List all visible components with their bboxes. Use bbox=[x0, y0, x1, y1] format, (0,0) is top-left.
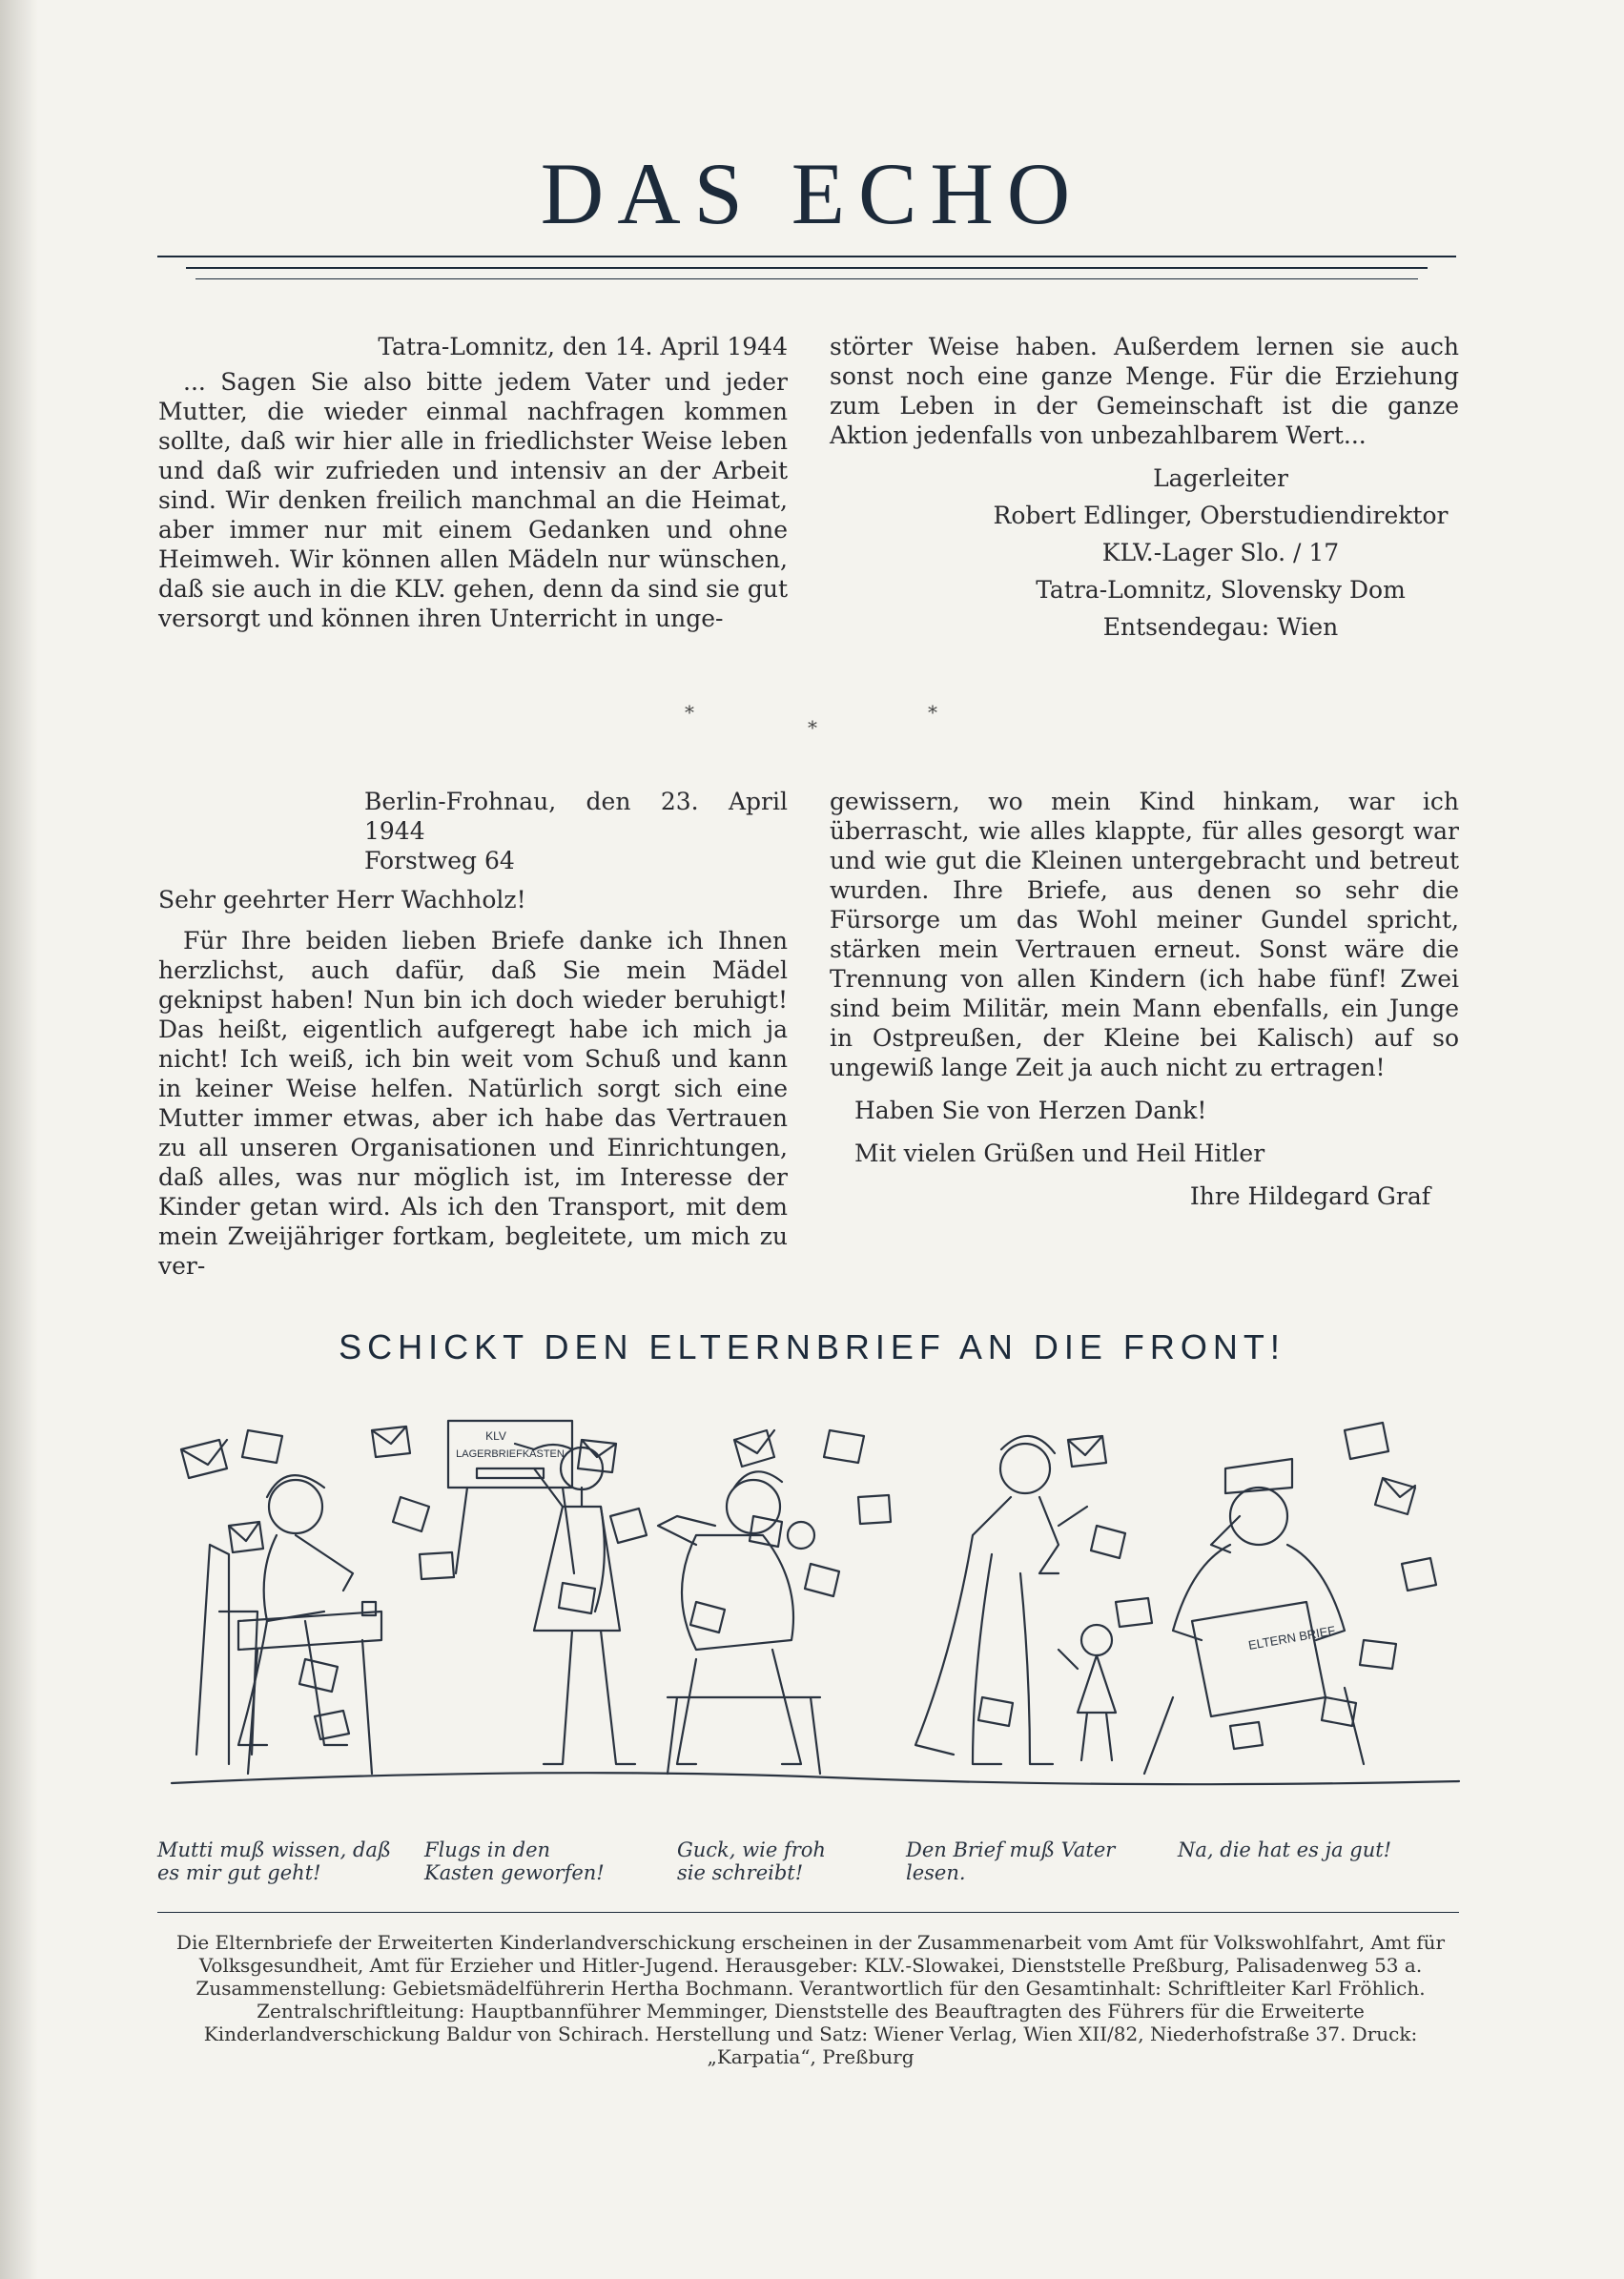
figure-girl-posting bbox=[515, 1444, 635, 1764]
letter1-left-column bbox=[158, 332, 788, 639]
separator-star: * bbox=[928, 701, 937, 724]
letter2-greeting: Mit vielen Grüßen und Heil Hitler bbox=[854, 1140, 1265, 1167]
soldier-letter-label: ELTERN BRIEF bbox=[1246, 1623, 1337, 1653]
masthead-rule-bottom bbox=[195, 278, 1418, 279]
figure-mother-child bbox=[915, 1436, 1116, 1764]
letter2-right-column bbox=[830, 787, 1459, 1217]
letter2-salutation: Sehr geehrter Herr Wachholz! bbox=[158, 886, 526, 914]
masthead-rule-middle bbox=[186, 267, 1428, 269]
caption-5: Na, die hat es ja gut! bbox=[1178, 1838, 1392, 1861]
letter2-dateline: Berlin-Frohnau, den 23. April 1944 bbox=[364, 788, 788, 845]
figure-soldier bbox=[1144, 1459, 1364, 1774]
imprint-footer: Die Elternbriefe der Erweiterten Kinderlandverschickung erscheinen in der Zusammenarbeit vom Amt für Volkswohlfahrt, Amt für Volksgesundheit, Amt für Erzieher und Hitler-Jugend. Herausgeber: KLV.-Slowakei, Dienststelle Preßburg, Palisadenweg 53 a. Zusammenstellung: Gebietsmädelführerin Hertha Bochmann. Verantwortlich für den Gesamtinhalt: Schriftleiter Karl Fröhlich. Zentralschriftleitung: Hauptbannführer Memminger, Dienststelle des Beauftragten des Führers für die Erweiterte Kinderlandverschickung Baldur von Schirach. Herstellung und Satz: Wiener Verlag, Wien XII/82, Niederhofstraße 37. Druck: „Karpatia“, Preßburg bbox=[175, 1931, 1446, 2068]
caption-2: Flugs in den Kasten geworfen! bbox=[424, 1838, 605, 1884]
letter1-dateline: Tatra-Lomnitz, den 14. April 1944 bbox=[378, 333, 788, 360]
mailbox-sign-label: LAGERBRIEFKASTEN bbox=[456, 1448, 565, 1460]
page-binding-edge bbox=[0, 0, 38, 2279]
masthead-title: DAS ECHO bbox=[540, 145, 1084, 242]
letter2-address: Forstweg 64 bbox=[364, 847, 515, 874]
letter1-body-right: störter Weise haben. Außerdem lernen sie auch sonst noch eine ganze Menge. Für die Erziehung zum Leben in der Gemeinschaft ist die ganze Aktion jedenfalls von unbezahlbarem Wert... bbox=[830, 333, 1459, 449]
envelopes bbox=[181, 1423, 1436, 1749]
caption-1: Mutti muß wissen, daß es mir gut geht! bbox=[157, 1838, 391, 1884]
figure-girl-reading bbox=[658, 1471, 820, 1774]
figure-girl-writing bbox=[196, 1475, 381, 1774]
letter1-sig-role: Lagerleiter bbox=[1153, 464, 1288, 492]
letter2-body-right: gewissern, wo mein Kind hinkam, war ich überrascht, wie alles klappte, für alles gesorgt war und wie gut die Kleinen untergebracht und betreut wurden. Ihre Briefe, aus denen so sehr die Fürsorge um das Wohl meiner Gundel spricht, stärken mein Vertrauen erneut. Sonst wäre die Trennung von allen Kindern (ich habe fünf! Zwei sind beim Militär, mein Mann ebenfalls, ein Junge in Ostpreußen, der Kleine bei Kalisch) auf so ungewiß lange Zeit ja auch nicht zu ertragen! bbox=[830, 788, 1459, 1081]
letter1-sig-place: Tatra-Lomnitz, Slovensky Dom bbox=[1036, 576, 1406, 604]
letter1-sig-name: Robert Edlinger, Oberstudiendirektor bbox=[993, 502, 1449, 529]
caption-3: Guck, wie froh sie schreibt! bbox=[677, 1838, 826, 1884]
letter1-right-column bbox=[830, 332, 1459, 647]
letter1-sig-camp: KLV.-Lager Slo. / 17 bbox=[1101, 539, 1340, 566]
footer-rule bbox=[157, 1912, 1459, 1913]
caption-4: Den Brief muß Vater lesen. bbox=[906, 1838, 1116, 1884]
letter2-body-left: Für Ihre beiden lieben Briefe danke ich Ihnen herzlichst, auch dafür, daß Sie mein Mädel geknipst haben! Nun bin ich doch wieder beruhigt! Das heißt, eigentlich aufgeregt habe ich mich ja nicht! Ich weiß, ich bin weit vom Schuß und kann in keiner Weise helfen. Natürlich sorgt sich eine Mutter immer etwas, aber ich habe das Vertrauen zu all unseren Organisationen und Einrichtungen, daß alles, was nur möglich ist, im Interesse der Kinder getan wird. Als ich den Transport, mit dem mein Zweijähriger fortkam, begleitete, um mich zu ver- bbox=[158, 927, 788, 1280]
illustration bbox=[162, 1411, 1464, 1793]
masthead-rule-top bbox=[157, 256, 1456, 257]
separator-star: * bbox=[685, 701, 694, 724]
letter2-left-column bbox=[158, 787, 788, 1286]
letter1-sig-gau: Entsendegau: Wien bbox=[1102, 613, 1339, 641]
letter1-body-left: ... Sagen Sie also bitte jedem Vater und jeder Mutter, die wieder einmal nachfragen kommen sollte, daß wir hier alle in friedlichster Weise leben und daß wir zufrieden und intensiv an der Arbeit sind. Wir denken freilich manchmal an die Heimat, aber immer nur mit einem Gedanken und ohne Heimweh. Wir können allen Mädeln nur wünschen, daß sie auch in die KLV. gehen, denn da sind sie gut versorgt und können ihren Unterricht in unge- bbox=[158, 368, 788, 632]
letter2-signature: Ihre Hildegard Graf bbox=[1189, 1182, 1430, 1210]
headline: SCHICKT DEN ELTERNBRIEF AN DIE FRONT! bbox=[339, 1327, 1285, 1366]
mailbox-sign-klv: KLV bbox=[485, 1429, 506, 1443]
separator-star: * bbox=[808, 716, 817, 739]
letter2-thanks: Haben Sie von Herzen Dank! bbox=[854, 1097, 1207, 1124]
ground-line bbox=[172, 1773, 1459, 1784]
